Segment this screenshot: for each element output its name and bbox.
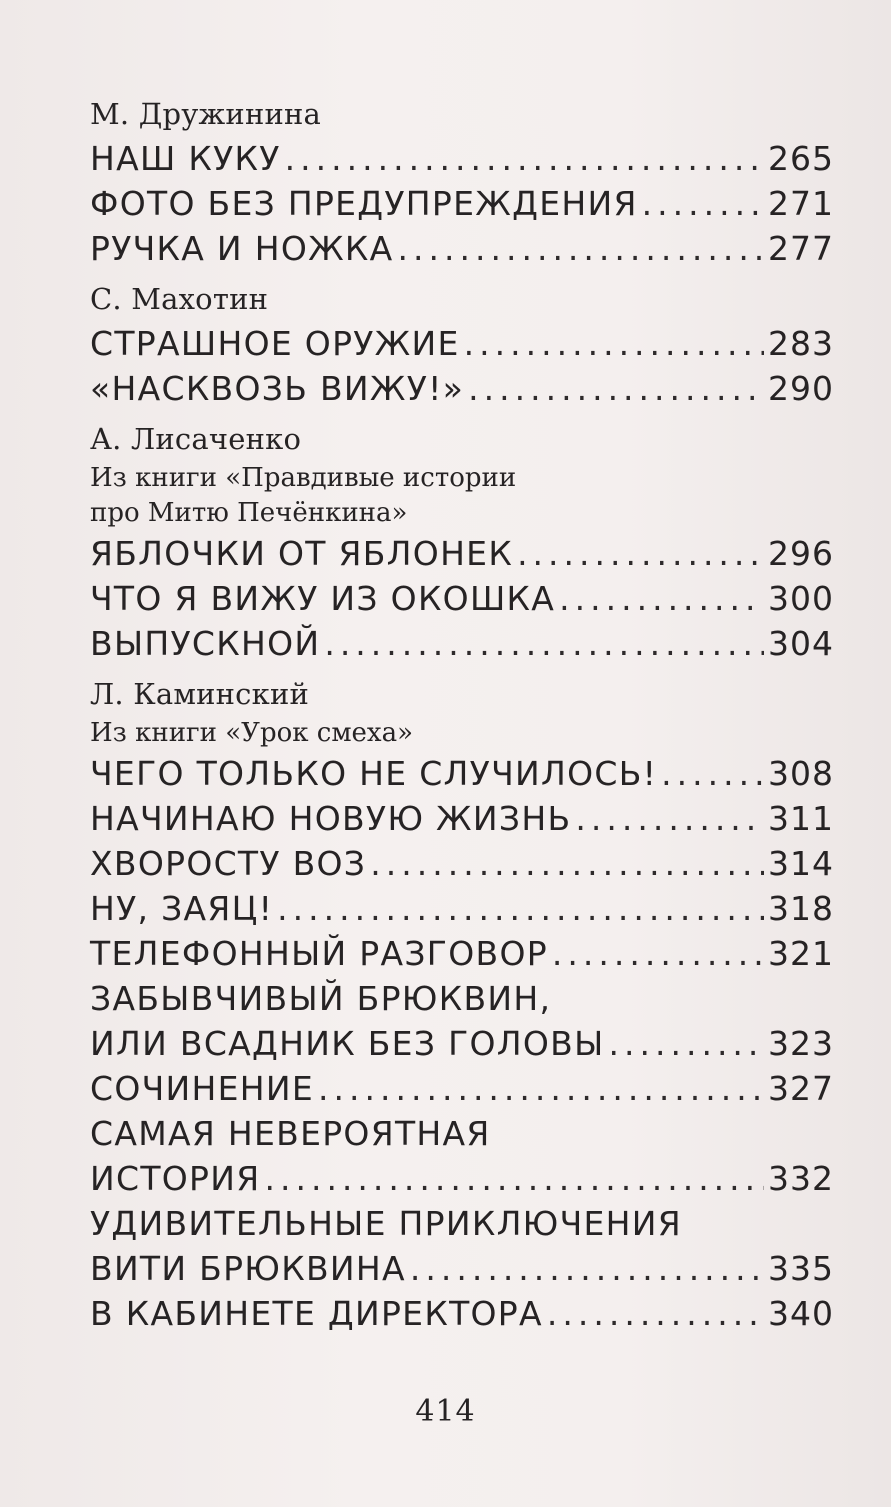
entry-page: 308: [768, 754, 834, 793]
entry-page: 277: [768, 229, 834, 268]
entry-title: ВИТИ БРЮКВИНА: [90, 1249, 406, 1288]
toc-entry: [90, 621, 834, 666]
entry-title: ВЫПУСКНОЙ: [90, 624, 321, 663]
toc-entry: [90, 1066, 834, 1111]
entry-title: ИСТОРИЯ: [90, 1159, 261, 1198]
entry-page: 314: [768, 844, 834, 883]
toc-entry: [90, 751, 834, 796]
toc-entry: [90, 796, 834, 841]
entry-title: НАЧИНАЮ НОВУЮ ЖИЗНЬ: [90, 799, 572, 838]
entry-title: НАШ КУКУ: [90, 139, 281, 178]
author-name: А. Лисаченко: [90, 422, 302, 456]
dot-leader: [464, 321, 764, 366]
author-name: М. Дружинина: [90, 97, 322, 131]
entry-page: 335: [768, 1249, 834, 1288]
dot-leader: [609, 1021, 764, 1066]
dot-leader: [264, 1156, 764, 1201]
dot-leader: [318, 1066, 764, 1111]
entry-page: 283: [768, 324, 834, 363]
dot-leader: [410, 1246, 764, 1291]
page-number: 414: [415, 1394, 476, 1429]
entry-title: НУ, ЗАЯЦ!: [90, 889, 274, 928]
dot-leader: [277, 886, 764, 931]
entry-title-first-line: ЗАБЫВЧИВЫЙ БРЮКВИН,: [90, 979, 552, 1018]
dot-leader: [285, 136, 764, 181]
toc-entry: [90, 1291, 834, 1336]
entry-page: 332: [768, 1159, 834, 1198]
toc-entry: [90, 321, 834, 366]
dot-leader: [559, 576, 764, 621]
entry-page: 327: [768, 1069, 834, 1108]
entry-title: СОЧИНЕНИЕ: [90, 1069, 315, 1108]
entry-page: 300: [768, 579, 834, 618]
book-note: Из книги «Урок смеха»: [90, 718, 413, 748]
book-note: про Митю Печёнкина»: [90, 498, 408, 528]
entry-page: 296: [768, 534, 834, 573]
entry-page: 340: [768, 1294, 834, 1333]
entry-page: 321: [768, 934, 834, 973]
dot-leader: [642, 181, 764, 226]
toc-entry: [90, 531, 834, 576]
table-of-contents: [90, 92, 834, 1336]
toc-entry: [90, 136, 834, 181]
entry-title: В КАБИНЕТЕ ДИРЕКТОРА: [90, 1294, 543, 1333]
toc-entry: [90, 181, 834, 226]
entry-page: 290: [768, 369, 834, 408]
entry-title: ТЕЛЕФОННЫЙ РАЗГОВОР: [90, 934, 548, 973]
toc-entry: [90, 886, 834, 931]
entry-title: ФОТО БЕЗ ПРЕДУПРЕЖДЕНИЯ: [90, 184, 638, 223]
entry-title: «НАСКВОЗЬ ВИЖУ!»: [90, 369, 465, 408]
entry-title: ЯБЛОЧКИ ОТ ЯБЛОНЕК: [90, 534, 514, 573]
author-name: С. Махотин: [90, 282, 269, 316]
dot-leader: [552, 931, 764, 976]
entry-title-first-line: УДИВИТЕЛЬНЫЕ ПРИКЛЮЧЕНИЯ: [90, 1204, 683, 1243]
toc-entry: [90, 1021, 834, 1066]
entry-title: ЧЕГО ТОЛЬКО НЕ СЛУЧИЛОСЬ!: [90, 754, 658, 793]
entry-title: ЧТО Я ВИЖУ ИЗ ОКОШКА: [90, 579, 556, 618]
dot-leader: [398, 226, 764, 271]
entry-page: 318: [768, 889, 834, 928]
toc-entry: [90, 1246, 834, 1291]
toc-entry: [90, 366, 834, 411]
dot-leader: [661, 751, 764, 796]
dot-leader: [517, 531, 764, 576]
entry-page: 265: [768, 139, 834, 178]
entry-title-first-line: САМАЯ НЕВЕРОЯТНАЯ: [90, 1114, 491, 1153]
toc-entry: [90, 931, 834, 976]
dot-leader: [468, 366, 764, 411]
entry-page: 323: [768, 1024, 834, 1063]
toc-entry: [90, 1156, 834, 1201]
dot-leader: [324, 621, 764, 666]
dot-leader: [547, 1291, 764, 1336]
toc-entry: [90, 226, 834, 271]
entry-page: 304: [768, 624, 834, 663]
entry-title: СТРАШНОЕ ОРУЖИЕ: [90, 324, 460, 363]
entry-page: 271: [768, 184, 834, 223]
entry-title: РУЧКА И НОЖКА: [90, 229, 394, 268]
entry-page: 311: [768, 799, 834, 838]
dot-leader: [370, 841, 764, 886]
entry-title: ХВОРОСТУ ВОЗ: [90, 844, 367, 883]
toc-entry: [90, 576, 834, 621]
author-name: Л. Каминский: [90, 677, 310, 711]
toc-entry: [90, 841, 834, 886]
book-note: Из книги «Правдивые истории: [90, 463, 517, 493]
dot-leader: [575, 796, 764, 841]
entry-title: ИЛИ ВСАДНИК БЕЗ ГОЛОВЫ: [90, 1024, 605, 1063]
